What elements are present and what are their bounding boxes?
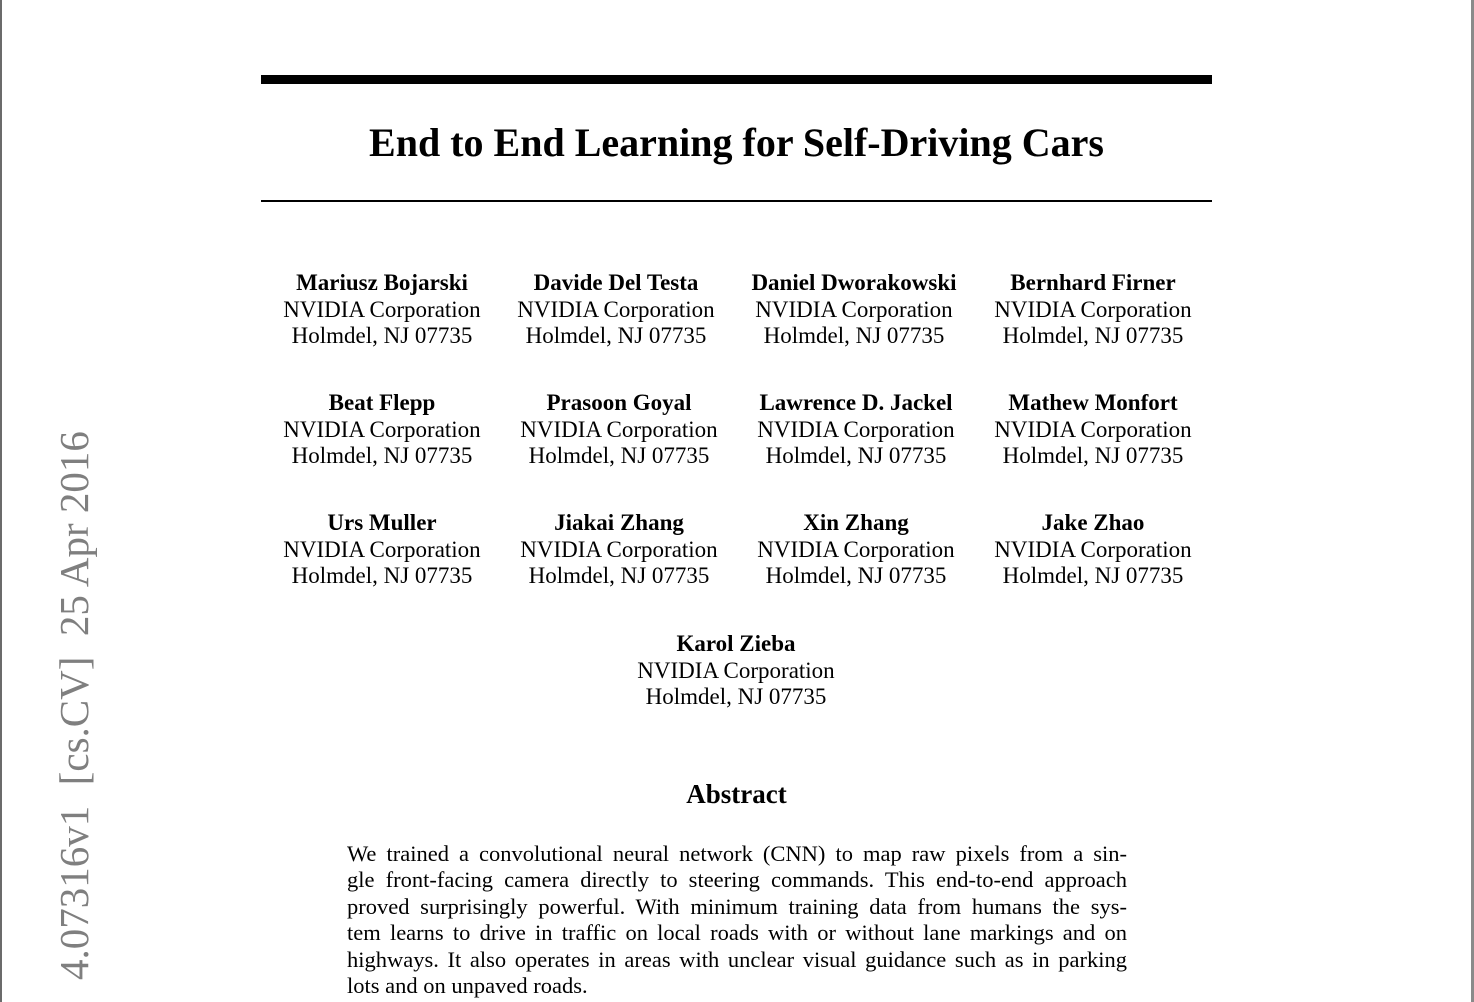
author-block [262, 390, 502, 470]
author-block [499, 390, 739, 470]
author-name: Bernhard Firner [1010, 270, 1176, 295]
author-block [973, 510, 1213, 590]
author-block [262, 270, 502, 350]
author-affiliation: NVIDIA Corporation [755, 296, 953, 322]
author-address: Holmdel, NJ 07735 [291, 563, 473, 588]
author-name: Jake Zhao [1041, 510, 1145, 535]
author-address: Holmdel, NJ 07735 [763, 323, 945, 348]
author-address: Holmdel, NJ 07735 [525, 323, 707, 348]
author-name: Urs Muller [327, 510, 437, 535]
author-block [736, 390, 976, 470]
abstract-text [347, 841, 1127, 999]
author-name: Xin Zhang [803, 510, 909, 535]
author-name: Prasoon Goyal [546, 390, 692, 415]
page-left-border [0, 0, 2, 1002]
author-name: Mariusz Bojarski [296, 270, 468, 295]
author-address: Holmdel, NJ 07735 [291, 323, 473, 348]
author-affiliation: NVIDIA Corporation [637, 657, 835, 683]
author-address: Holmdel, NJ 07735 [765, 443, 947, 468]
author-affiliation: NVIDIA Corporation [520, 416, 718, 442]
author-block [616, 631, 856, 711]
author-name: Davide Del Testa [533, 270, 699, 295]
author-address: Holmdel, NJ 07735 [291, 443, 473, 468]
author-name: Jiakai Zhang [554, 510, 684, 535]
author-affiliation: NVIDIA Corporation [517, 296, 715, 322]
author-address: Holmdel, NJ 07735 [1002, 323, 1184, 348]
author-block [496, 270, 736, 350]
author-affiliation: NVIDIA Corporation [757, 416, 955, 442]
abstract-line: highways. It also operates in areas with unclear visual guidance such as in parking [347, 946, 1127, 972]
author-name: Mathew Monfort [1008, 390, 1178, 415]
author-affiliation: NVIDIA Corporation [283, 296, 481, 322]
author-affiliation: NVIDIA Corporation [994, 296, 1192, 322]
author-address: Holmdel, NJ 07735 [528, 443, 710, 468]
author-address: Holmdel, NJ 07735 [765, 563, 947, 588]
author-name: Lawrence D. Jackel [759, 390, 953, 415]
author-name: Karol Zieba [676, 631, 796, 656]
author-affiliation: NVIDIA Corporation [994, 536, 1192, 562]
author-block [499, 510, 739, 590]
abstract-line: proved surprisingly powerful. With minimum training data from humans the sys- [347, 893, 1127, 919]
author-address: Holmdel, NJ 07735 [645, 684, 827, 709]
abstract-heading: Abstract [686, 779, 787, 809]
author-block [262, 510, 502, 590]
abstract-line: tem learns to drive in traffic on local roads with or without lane markings and on [347, 920, 1127, 946]
author-affiliation: NVIDIA Corporation [994, 416, 1192, 442]
title-top-rule [261, 75, 1212, 84]
author-name: Daniel Dworakowski [751, 270, 957, 295]
author-address: Holmdel, NJ 07735 [528, 563, 710, 588]
author-affiliation: NVIDIA Corporation [283, 416, 481, 442]
author-address: Holmdel, NJ 07735 [1002, 563, 1184, 588]
arxiv-identifier-stamp: 4.07316v1 [cs.CV] 25 Apr 2016 [51, 431, 97, 980]
paper-title: End to End Learning for Self-Driving Cars [369, 120, 1104, 165]
author-affiliation: NVIDIA Corporation [283, 536, 481, 562]
author-name: Beat Flepp [328, 390, 436, 415]
author-block [734, 270, 974, 350]
author-block [736, 510, 976, 590]
abstract-line: gle front-facing camera directly to steering commands. This end-to-end approach [347, 867, 1127, 893]
author-affiliation: NVIDIA Corporation [520, 536, 718, 562]
title-bottom-rule [261, 200, 1212, 202]
author-block [973, 270, 1213, 350]
author-affiliation: NVIDIA Corporation [757, 536, 955, 562]
abstract-line: We trained a convolutional neural network (CNN) to map raw pixels from a sin- [347, 841, 1127, 866]
author-address: Holmdel, NJ 07735 [1002, 443, 1184, 468]
abstract-line: lots and on unpaved roads. [347, 973, 588, 999]
author-block [973, 390, 1213, 470]
